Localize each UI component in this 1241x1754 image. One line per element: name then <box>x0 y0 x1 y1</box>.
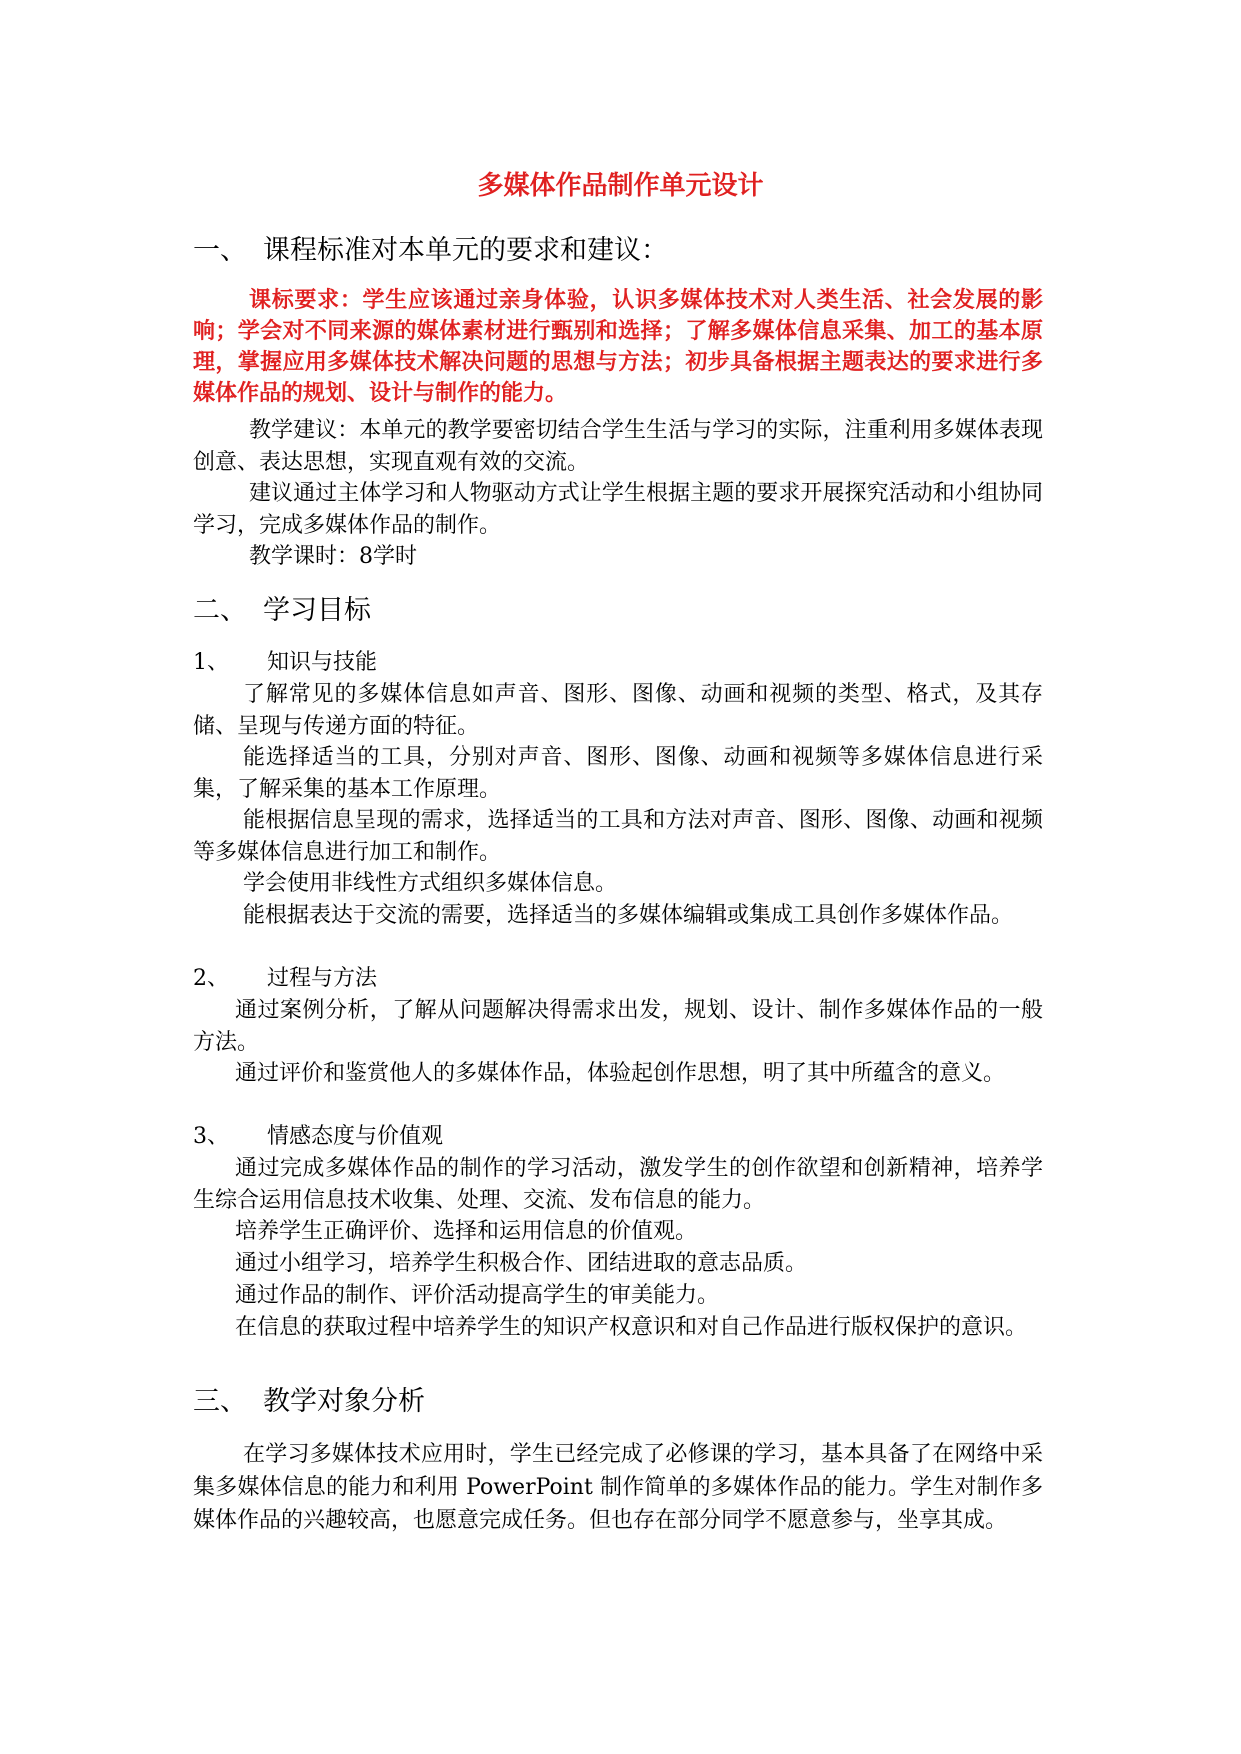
subsection-title: 情感态度与价值观 <box>267 1124 444 1149</box>
section-title: 学习目标 <box>263 595 371 626</box>
section-title: 教学对象分析 <box>263 1386 425 1417</box>
section-number: 三、 <box>193 1386 247 1417</box>
subsection-3-heading <box>193 1121 443 1153</box>
subsection-title: 过程与方法 <box>267 966 378 991</box>
subsection-1-heading <box>193 647 377 679</box>
goal-paragraph: 能根据信息呈现的需求，选择适当的工具和方法对声音、图形、图像、动画和视频等多媒体信息进行加工和制作。 <box>193 808 1043 865</box>
goal-paragraph: 通过案例分析，了解从问题解决得需求出发，规划、设计、制作多媒体作品的一般方法。 <box>193 998 1043 1055</box>
subsection-title: 知识与技能 <box>267 650 378 675</box>
goal-paragraph: 学会使用非线性方式组织多媒体信息。 <box>243 871 618 896</box>
subsection-number: 1、 <box>193 650 229 675</box>
section-number: 二、 <box>193 595 247 626</box>
goal-paragraph: 培养学生正确评价、选择和运用信息的价值观。 <box>235 1219 698 1244</box>
goal-paragraph: 在信息的获取过程中培养学生的知识产权意识和对自己作品进行版权保护的意识。 <box>235 1315 1028 1340</box>
section-title: 课程标准对本单元的要求和建议： <box>263 235 668 266</box>
goal-paragraph: 通过完成多媒体作品的制作的学习活动，激发学生的创作欲望和创新精神，培养学生综合运用信息技术收集、处理、交流、发布信息的能力。 <box>193 1156 1043 1213</box>
goal-paragraph: 了解常见的多媒体信息如声音、图形、图像、动画和视频的类型、格式，及其存储、呈现与传递方面的特征。 <box>193 682 1043 739</box>
teaching-method-paragraph: 建议通过主体学习和人物驱动方式让学生根据主题的要求开展探究活动和小组协同学习，完成多媒体作品的制作。 <box>193 481 1043 538</box>
goal-paragraph: 通过小组学习，培养学生积极合作、团结进取的意志品质。 <box>235 1251 808 1276</box>
teaching-suggestion-paragraph: 教学建议：本单元的教学要密切结合学生生活与学习的实际，注重利用多媒体表现创意、表达思想，实现直观有效的交流。 <box>193 418 1043 475</box>
teaching-hours-paragraph: 教学课时：8学时 <box>249 544 417 569</box>
student-analysis-paragraph: 在学习多媒体技术应用时，学生已经完成了必修课的学习，基本具备了在网络中采集多媒体信息的能力和利用 PowerPoint 制作简单的多媒体作品的能力。学生对制作多媒体作品的兴趣较高，也愿意完成任务。但也存在部分同学不愿意参与，坐享其成。 <box>193 1442 1043 1533</box>
goal-paragraph: 能选择适当的工具，分别对声音、图形、图像、动画和视频等多媒体信息进行采集，了解采集的基本工作原理。 <box>193 745 1043 802</box>
subsection-number: 3、 <box>193 1124 229 1149</box>
goal-paragraph: 通过作品的制作、评价活动提高学生的审美能力。 <box>235 1283 720 1308</box>
section-number: 一、 <box>193 235 247 266</box>
section-1-heading <box>193 232 668 270</box>
document-title: 多媒体作品制作单元设计 <box>477 171 764 201</box>
goal-paragraph: 能根据表达于交流的需要，选择适当的多媒体编辑或集成工具创作多媒体作品。 <box>243 903 1014 928</box>
subsection-number: 2、 <box>193 966 229 991</box>
curriculum-requirement-paragraph: 课标要求：学生应该通过亲身体验，认识多媒体技术对人类生活、社会发展的影响；学会对不同来源的媒体素材进行甄别和选择；了解多媒体信息采集、加工的基本原理，掌握应用多媒体技术解决问题的思想与方法；初步具备根据主题表达的要求进行多媒体作品的规划、设计与制作的能力。 <box>193 287 1043 406</box>
subsection-2-heading <box>193 963 377 995</box>
section-3-heading <box>193 1383 425 1421</box>
section-2-heading <box>193 592 371 630</box>
goal-paragraph: 通过评价和鉴赏他人的多媒体作品，体验起创作思想，明了其中所蕴含的意义。 <box>235 1061 1006 1086</box>
